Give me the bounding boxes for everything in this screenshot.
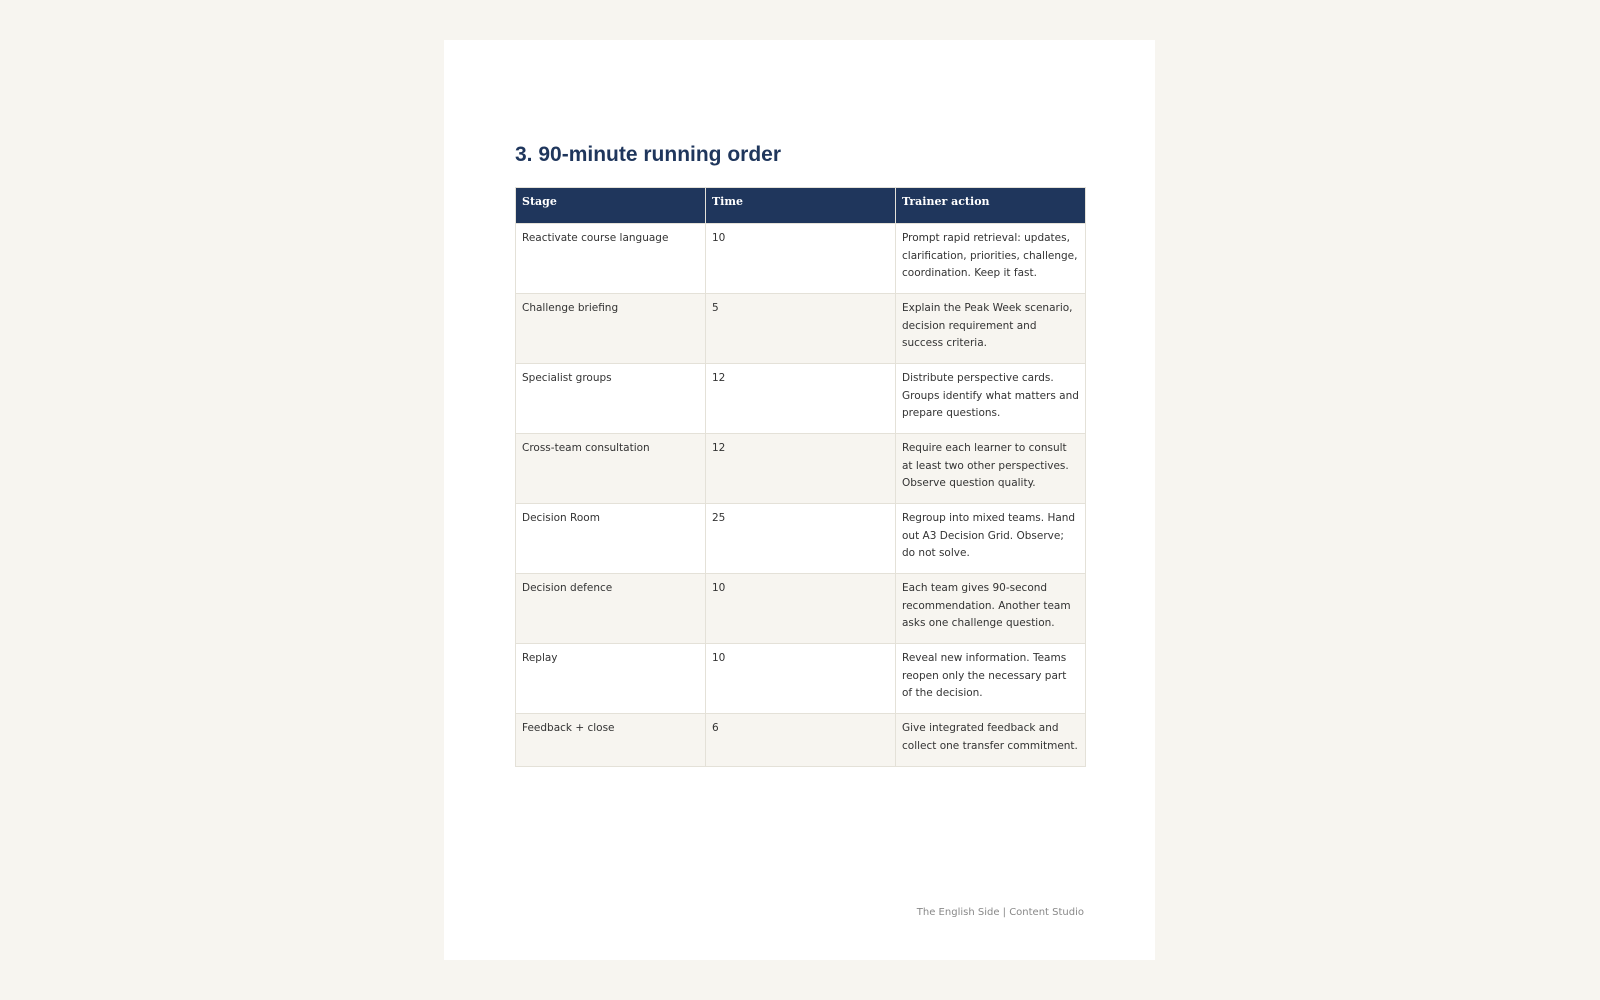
time-cell: 10 bbox=[706, 224, 896, 294]
time-cell: 12 bbox=[706, 434, 896, 504]
header-time: Time bbox=[706, 188, 896, 224]
action-cell: Prompt rapid retrieval: updates, clarification, priorities, challenge, coordination. Keep it fast. bbox=[896, 224, 1086, 294]
stage-cell: Reactivate course language bbox=[516, 224, 706, 294]
table-row bbox=[516, 644, 1086, 714]
time-cell: 12 bbox=[706, 364, 896, 434]
table-row bbox=[516, 294, 1086, 364]
stage-cell: Replay bbox=[516, 644, 706, 714]
table-header-row bbox=[516, 188, 1086, 224]
running-order-table bbox=[515, 187, 1086, 767]
stage-cell: Specialist groups bbox=[516, 364, 706, 434]
action-cell: Reveal new information. Teams reopen only the necessary part of the decision. bbox=[896, 644, 1086, 714]
table-row bbox=[516, 574, 1086, 644]
table-row bbox=[516, 714, 1086, 767]
table-row bbox=[516, 504, 1086, 574]
time-cell: 10 bbox=[706, 644, 896, 714]
action-cell: Give integrated feedback and collect one transfer commitment. bbox=[896, 714, 1086, 767]
action-cell: Regroup into mixed teams. Hand out A3 Decision Grid. Observe; do not solve. bbox=[896, 504, 1086, 574]
header-trainer-action: Trainer action bbox=[896, 188, 1086, 224]
action-cell: Distribute perspective cards. Groups identify what matters and prepare questions. bbox=[896, 364, 1086, 434]
stage-cell: Cross-team consultation bbox=[516, 434, 706, 504]
time-cell: 6 bbox=[706, 714, 896, 767]
time-cell: 10 bbox=[706, 574, 896, 644]
action-cell: Explain the Peak Week scenario, decision requirement and success criteria. bbox=[896, 294, 1086, 364]
stage-cell: Decision defence bbox=[516, 574, 706, 644]
stage-cell: Feedback + close bbox=[516, 714, 706, 767]
action-cell: Each team gives 90-second recommendation. Another team asks one challenge question. bbox=[896, 574, 1086, 644]
table-row bbox=[516, 364, 1086, 434]
stage-cell: Challenge briefing bbox=[516, 294, 706, 364]
document-page bbox=[444, 40, 1155, 960]
action-cell: Require each learner to consult at least two other perspectives. Observe question quality. bbox=[896, 434, 1086, 504]
header-stage: Stage bbox=[516, 188, 706, 224]
table-row bbox=[516, 224, 1086, 294]
time-cell: 25 bbox=[706, 504, 896, 574]
table-row bbox=[516, 434, 1086, 504]
stage-cell: Decision Room bbox=[516, 504, 706, 574]
section-title: 3. 90-minute running order bbox=[515, 143, 782, 166]
page-footer: The English Side | Content Studio bbox=[916, 907, 1084, 918]
time-cell: 5 bbox=[706, 294, 896, 364]
